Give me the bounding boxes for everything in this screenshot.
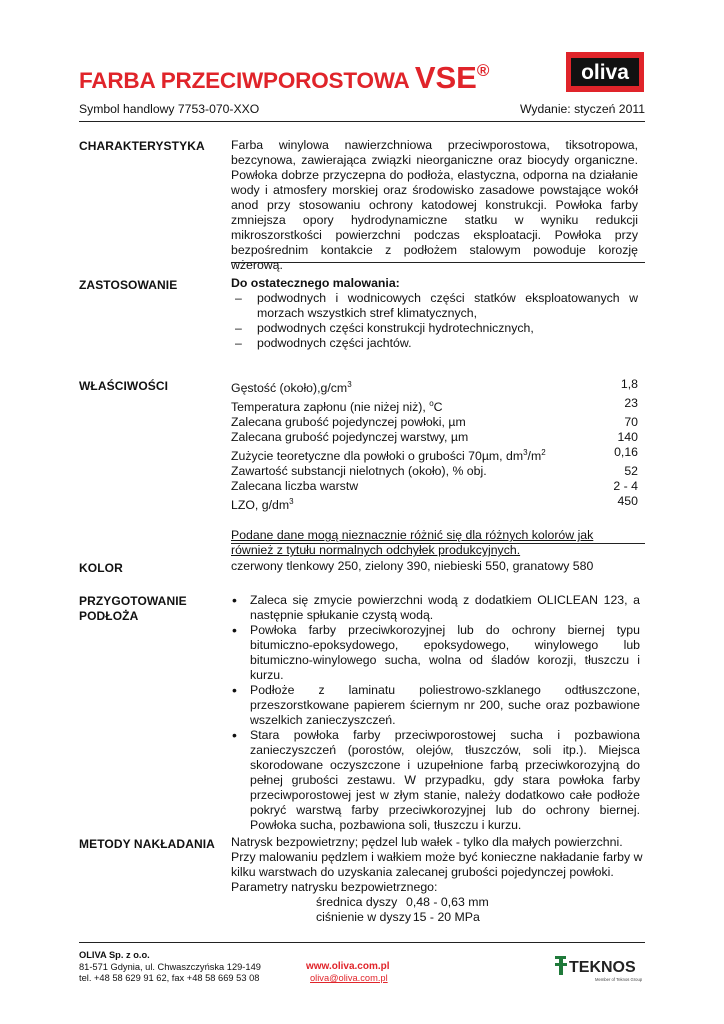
property-value: 140	[617, 430, 638, 445]
oliva-logo-text: oliva	[581, 61, 629, 84]
application-heading: Do ostatecznego malowania:	[231, 276, 400, 290]
list-item: • Stara powłoka farby przeciwporostowej sucha i pozbawiona zanieczyszczeń (porostów, olejów, tłuszczów, soli itp.). Miejsca skorodowane oczyszczone i uzupełnione farbą przeciwkorozyjną do pełnej grubości zestawu. W przypadku, gdy stara powłoka farby przeciwporostowej jest w złym stanie, należy dodatkowo całe podłoże pokryć warstwą farby przeciwkorozyjnej lub do ochrony biernej. Powłoka sucha, pozbawiona soli, tłuszczu i kurzu.	[231, 728, 640, 833]
preparation-label: PRZYGOTOWANIE PODŁOŻA	[79, 594, 187, 623]
preparation-list	[231, 593, 640, 833]
header-rule	[79, 121, 645, 122]
footer-rule	[79, 942, 645, 943]
application-content	[231, 276, 638, 351]
property-row: Temperatura zapłonu (nie niżej niż), $^o$C 23	[231, 396, 638, 415]
list-item: – podwodnych części konstrukcji hydrotechnicznych,	[231, 321, 638, 336]
properties-label: WŁAŚCIWOŚCI	[79, 379, 169, 393]
methods-label: METODY NAKŁADANIA	[79, 837, 215, 851]
company-address: 81-571 Gdynia, ul. Chwaszczyńska 129-149	[79, 961, 261, 972]
oliva-logo	[566, 52, 644, 92]
company-phone: tel. +48 58 629 91 62, fax +48 58 669 53 08	[79, 973, 260, 983]
list-item: • Powłoka farby przeciwkorozyjnej lub do ochrony biernej typu bitumiczno-epoksydowego, epoksydowego, winylowego lub bitumiczno-winylowego sucha, wolna od śladów korozji, tłuszczu i kurzu.	[231, 623, 640, 683]
param-row: ciśnienie w dyszy 15 - 20 MPa	[316, 910, 480, 924]
param-value: 15 - 20 MPa	[406, 910, 480, 924]
edition-date: Wydanie: styczeń 2011	[520, 102, 645, 116]
property-value: 70	[624, 415, 638, 430]
methods-params-heading: Parametry natrysku bezpowietrznego:	[231, 880, 438, 894]
color-label: KOLOR	[79, 561, 123, 575]
section-divider	[231, 543, 645, 544]
teknos-logo	[554, 954, 642, 984]
methods-text: Natrysk bezpowietrzny; pędzel lub wałek - tylko dla małych powierzchni. Przy malowaniu pędzlem i wałkiem może być konieczne nakładanie farby w kilku warstwach do uzyskania zalecanej grubości pojedynczej powłoki.	[231, 835, 643, 879]
properties-note: Podane dane mogą nieznacznie różnić się dla różnych kolorów jak również z tytułu normalnych odchyłek produkcyjnych.	[231, 528, 594, 558]
list-item: • Podłoże z laminatu poliestrowo-szklanego odtłuszczone, przeszorstkowane papierem ściernym nr 200, suche oraz pozbawione wszelkich zanieczyszczeń.	[231, 683, 640, 728]
methods-content	[231, 835, 643, 925]
trade-symbol: Symbol handlowy 7753-070-XXO	[79, 102, 260, 116]
title-vse: VSE	[414, 60, 477, 95]
list-item: • Zaleca się zmycie powierzchni wodą z dodatkiem OLICLEAN 123, a następnie spłukanie czystą wodą.	[231, 593, 640, 623]
characteristics-label: CHARAKTERYSTYKA	[79, 139, 205, 153]
property-row: Zalecana grubość pojedynczej warstwy, µm 140	[231, 430, 638, 445]
teknos-name: TEKNOS	[569, 959, 636, 976]
color-text: czerwony tlenkowy 250, zielony 390, niebieski 550, granatowy 580	[231, 559, 594, 573]
property-row: LZO, $g/dm^3$ 450	[231, 494, 638, 513]
title-row	[79, 54, 645, 98]
param-row: średnica dyszy 0,48 - 0,63 mm	[316, 895, 489, 909]
property-value: 450	[617, 494, 638, 509]
application-label: ZASTOSOWANIE	[79, 278, 178, 292]
application-list	[231, 291, 638, 351]
company-name: OLIVA Sp. z o.o.	[79, 950, 150, 960]
property-value: 0,16	[614, 445, 638, 460]
property-value: 1,8	[620, 377, 638, 391]
teknos-subtitle: Member of Teknos Group	[595, 977, 642, 982]
properties-table	[231, 377, 638, 558]
email-link[interactable]: oliva@oliva.com.pl	[310, 973, 388, 983]
property-value: 52	[624, 464, 638, 479]
property-row: Zawartość substancji nielotnych (około), % obj. 52	[231, 464, 638, 479]
title-main: FARBA PRZECIWPOROSTOWA	[79, 68, 415, 93]
website-link[interactable]: www.oliva.com.pl	[306, 961, 390, 972]
meta-row	[79, 102, 645, 118]
property-row: Zużycie teoretyczne dla powłoki o grubości 70µm, $dm^3/m^2$ 0,16	[231, 445, 638, 464]
property-value: 2 - 4	[613, 479, 638, 494]
list-item: – podwodnych i wodnicowych części statków eksploatowanych w morzach wszystkich stref klimatycznych,	[231, 291, 638, 321]
preparation-content	[231, 593, 640, 833]
param-value: 0,48 - 0,63 mm	[406, 895, 489, 909]
property-value: 23	[624, 396, 638, 411]
registered-mark: ®	[476, 60, 490, 80]
section-divider	[231, 262, 645, 263]
property-row: Zalecana liczba warstw 2 - 4	[231, 479, 638, 494]
list-item: – podwodnych części jachtów.	[231, 336, 638, 351]
characteristics-text: Farba winylowa nawierzchniowa przeciwporostowa, tiksotropowa, bezcynowa, zawierająca związki nieorganiczne oraz biocydy organiczne. Powłoka dobrze przyczepna do podłoża, elastyczna, odporna na działanie wody i atmosfery morskiej oraz środowisko zasadowe powstające wokół anod przy stosowaniu ochrony katodowej konstrukcji. Powłoka farby zmniejsza opory hydrodynamiczne statku w wyniku redukcji mikroszorstkości powierzchni podczas eksploatacji. Powłoka przy bezpośrednim kontakcie z podłożem stalowym powoduje korozję wżerową.	[231, 138, 638, 272]
property-row: Gęstość $(około),g/cm^3$ 1,8	[231, 377, 638, 396]
teknos-mark-icon	[555, 956, 567, 975]
property-row: Zalecana grubość pojedynczej powłoki, µm 70	[231, 415, 638, 430]
page-title	[79, 60, 489, 96]
